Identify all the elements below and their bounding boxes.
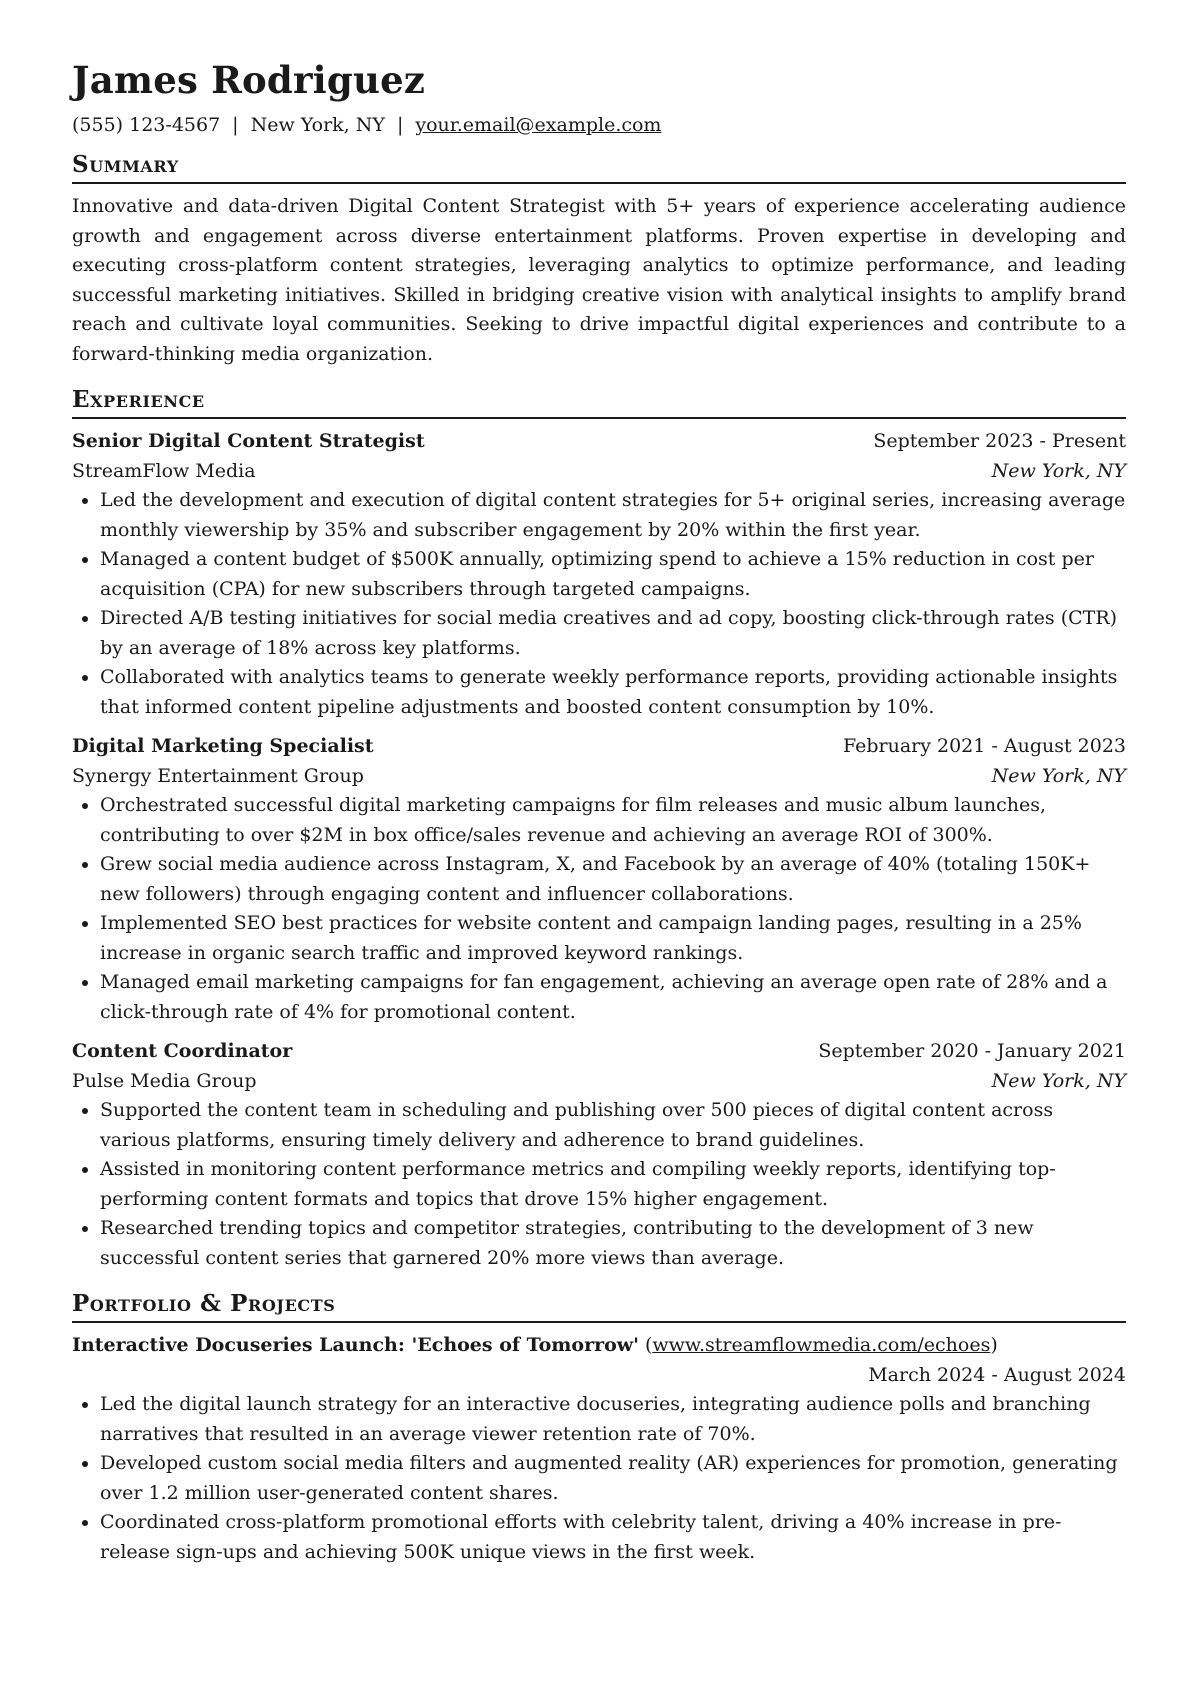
project-title: Interactive Docuseries Launch: 'Echoes of Tomorrow': [72, 1334, 639, 1356]
bullet-item: • Researched trending topics and competitor strategies, contributing to the development of 3 new successful content series that garnered 20% more views than average.: [100, 1214, 1126, 1273]
project-bullets: [72, 1390, 1126, 1567]
section-title-summary: Summary: [72, 150, 1126, 184]
section-title-projects: Portfolio & Projects: [72, 1289, 1126, 1323]
bullet-item: • Orchestrated successful digital marketing campaigns for film releases and music album launches, contributing to over $2M in box office/sales revenue and achieving an average ROI of 300%.: [100, 791, 1126, 850]
email-link[interactable]: your.email@example.com: [415, 114, 662, 136]
job-dates: September 2020 - January 2021: [818, 1040, 1126, 1062]
job-bullets: [72, 486, 1126, 722]
bullet-item: • Developed custom social media filters and augmented reality (AR) experiences for promotion, generating over 1.2 million user-generated content shares.: [100, 1449, 1126, 1508]
company-name: Pulse Media Group: [72, 1069, 257, 1092]
bullet-item: • Supported the content team in scheduling and publishing over 500 pieces of digital content across various platforms, ensuring timely delivery and adherence to brand guidelines.: [100, 1096, 1126, 1155]
job-entry: [72, 732, 1126, 1027]
projects-section: [72, 1289, 1126, 1567]
bullet-item: • Managed email marketing campaigns for fan engagement, achieving an average open rate of 28% and a click-through rate of 4% for promotional content.: [100, 968, 1126, 1027]
phone: (555) 123-4567: [72, 114, 221, 136]
bullet-item: • Collaborated with analytics teams to generate weekly performance reports, providing actionable insights that informed content pipeline adjustments and boosted content consumption by 10%.: [100, 663, 1126, 722]
job-dates: September 2023 - Present: [873, 430, 1126, 452]
job-entry: [72, 427, 1126, 722]
contact-line: [72, 112, 1126, 138]
project-dates: March 2024 - August 2024: [868, 1363, 1126, 1386]
job-entry: [72, 1037, 1126, 1273]
location: New York, NY: [250, 114, 385, 136]
job-location: New York, NY: [991, 764, 1126, 787]
job-dates: February 2021 - August 2023: [842, 735, 1126, 757]
job-title: Content Coordinator: [72, 1040, 293, 1062]
section-title-experience: Experience: [72, 385, 1126, 419]
project-entry: Interactive Docuseries Launch: 'Echoes of Tomorrow' (www.streamflowmedia.com/echoes) March 2024 - August 2024 • Led the digital launch strategy for an interactive docuseries, integrating audience polls and branching narratives that resulted in an average viewer retention rate of 70%. • Developed custom social media filters and augmented reality (AR) experiences for promotion, generating over 1.2 million user-generated content shares. • Coordinated cross-platform promotional efforts with celebrity talent, driving a 40% increase in pre-release sign-ups and achieving 500K unique views in the first week.: [72, 1331, 1126, 1567]
job-location: New York, NY: [991, 459, 1126, 482]
bullet-item: • Implemented SEO best practices for website content and campaign landing pages, resulting in a 25% increase in organic search traffic and improved keyword rankings.: [100, 909, 1126, 968]
job-bullets: [72, 1096, 1126, 1273]
summary-text: Innovative and data-driven Digital Content Strategist with 5+ years of experience accelerating audience growth and engagement across diverse entertainment platforms. Proven expertise in developing and executing cross-platform content strategies, leveraging analytics to optimize performance, and leading successful marketing initiatives. Skilled in bridging creative vision with analytical insights to amplify brand reach and cultivate loyal communities. Seeking to drive impactful digital experiences and contribute to a forward-thinking media organization.: [72, 195, 1126, 365]
separator: |: [396, 114, 404, 136]
bullet-item: • Grew social media audience across Instagram, X, and Facebook by an average of 40% (totaling 150K+ new followers) through engaging content and influencer collaborations.: [100, 850, 1126, 909]
bullet-item: • Assisted in monitoring content performance metrics and compiling weekly reports, identifying top-performing content formats and topics that drove 15% higher engagement.: [100, 1155, 1126, 1214]
company-name: Synergy Entertainment Group: [72, 764, 364, 787]
separator: |: [232, 114, 239, 136]
bullet-item: • Coordinated cross-platform promotional efforts with celebrity talent, driving a 40% increase in pre-release sign-ups and achieving 500K unique views in the first week.: [100, 1508, 1126, 1567]
bullet-item: • Led the development and execution of digital content strategies for 5+ original series, increasing average monthly viewership by 35% and subscriber engagement by 20% within the first year.: [100, 486, 1126, 545]
job-title: Senior Digital Content Strategist: [72, 430, 425, 452]
company-name: StreamFlow Media: [72, 459, 256, 482]
job-bullets: [72, 791, 1126, 1027]
bullet-item: • Managed a content budget of $500K annually, optimizing spend to achieve a 15% reduction in cost per acquisition (CPA) for new subscribers through targeted campaigns.: [100, 545, 1126, 604]
resume-page: [72, 58, 1126, 1583]
job-title: Digital Marketing Specialist: [72, 735, 374, 757]
job-location: New York, NY: [991, 1069, 1126, 1092]
project-link[interactable]: www.streamflowmedia.com/echoes: [652, 1334, 991, 1356]
summary-section: [72, 150, 1126, 369]
bullet-item: • Directed A/B testing initiatives for social media creatives and ad copy, boosting click-through rates (CTR) by an average of 18% across key platforms.: [100, 604, 1126, 663]
bullet-item: • Led the digital launch strategy for an interactive docuseries, integrating audience polls and branching narratives that resulted in an average viewer retention rate of 70%.: [100, 1390, 1126, 1449]
candidate-name: James Rodriguez: [72, 58, 426, 102]
experience-section: [72, 385, 1126, 1273]
